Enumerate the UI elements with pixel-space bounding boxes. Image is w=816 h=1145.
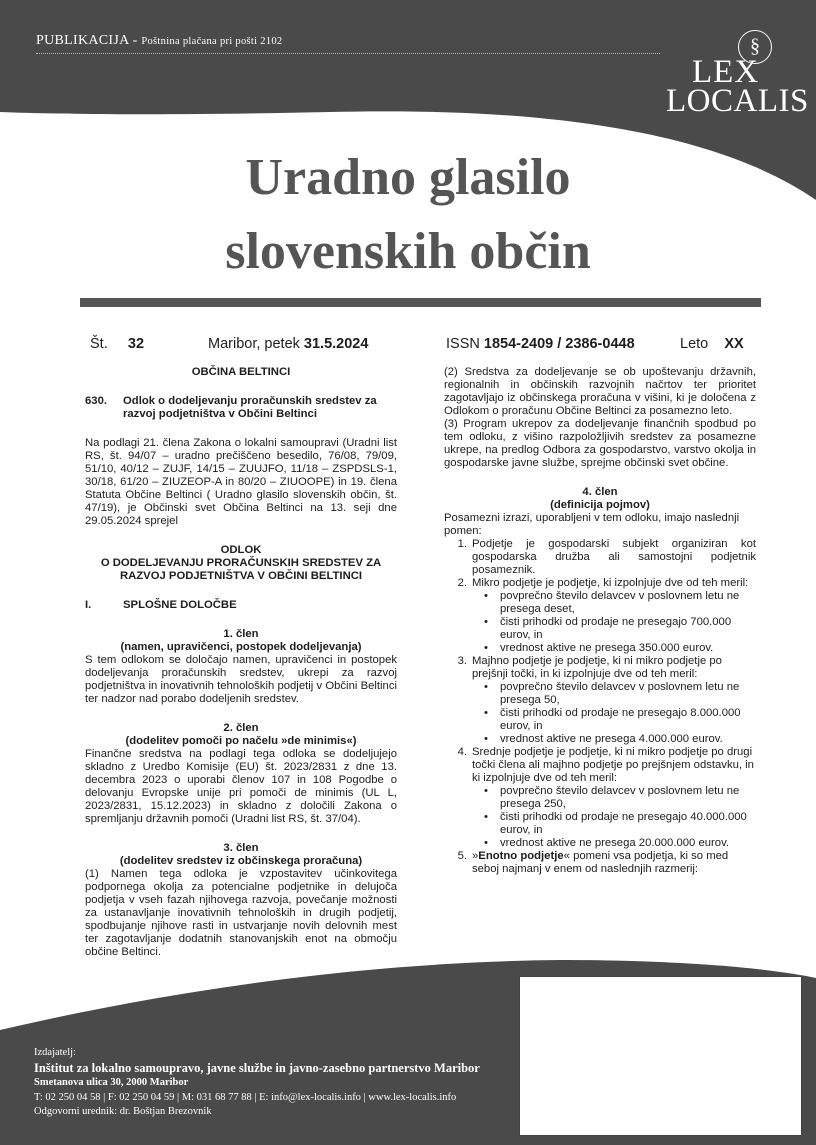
issn: ISSN 1854-2409 / 2386-0448 xyxy=(446,336,635,352)
left-column xyxy=(85,366,397,959)
list-item: 3. Majhno podjetje je podjetje, ki ni mikro podjetje po prejšnji točki, in ki izpolnjuje dve od teh meril: • povprečno število delavcev v poslovnem letu ne presega 50, • čisti prihodki od prodaje ne presegajo 8.000.000 eurov, in • vrednost aktive ne presega 4.000.000 eurov. xyxy=(444,655,756,746)
article-3-paragraph-3: (3) Program ukrepov za dodeljevanje finančnih spodbud po tem odloku, z višino razpoložljivih sredstev za posamezne ukrepe, na predlog Odbora za gospodarstvo, varstvo okolja in gospodarske javne službe, sprejme občinski svet občine. xyxy=(444,418,756,469)
right-column xyxy=(444,366,756,876)
postage-note: Poštnina plačana pri pošti 2102 xyxy=(141,36,283,47)
page-title-line-1: Uradno glasilo xyxy=(245,149,571,206)
volume-year: Leto XX xyxy=(680,336,744,352)
section-sign-icon: § xyxy=(738,30,772,64)
bullet-item: • povprečno število delavcev v poslovnem letu ne presega 250, xyxy=(484,785,740,810)
dotted-divider xyxy=(36,53,660,54)
publication-line: PUBLIKACIJA - Poštnina plačana pri pošti 2102 xyxy=(36,33,283,48)
definitions-list xyxy=(444,538,756,876)
list-item: 5. »Enotno podjetje« pomeni vsa podjetja, ki so med seboj najmanj v enem od naslednjih razmerij: xyxy=(457,850,729,875)
lex-localis-logo xyxy=(664,30,809,120)
preamble: Na podlagi 21. člena Zakona o lokalni samoupravi (Uradni list RS, št. 94/07 – uradno prečiščeno besedilo, 76/08, 79/09, 51/10, 40/12 – ZUJF, 14/15 – ZUUJFO, 11/18 – ZSPDSLS-1, 30/18, 61/20 – ZIUZEOP-A in 80/20 – ZIUOOPE) in 19. člena Statuta Občine Beltinci ( Uradno glasilo slovenskih občin, št. 47/19), je Občinski svet Občina Beltinci na 13. seji dne 29.05.2024 sprejel xyxy=(85,437,397,527)
article-1-subtitle: (namen, upravičenci, postopek dodeljevanja) xyxy=(120,641,362,653)
editor-in-chief: Odgovorni urednik: dr. Boštjan Brezovnik xyxy=(34,1106,212,1117)
title-rule xyxy=(80,298,761,307)
chapter-title: SPLOŠNE DOLOČBE xyxy=(123,599,237,611)
list-item: 4. Srednje podjetje je podjetje, ki ni mikro podjetje po drugi točki člena ali majhno podjetje po prejšnjem odstavku, in ki izpolnjuje dve od teh meril: • povprečno število delavcev v poslovnem letu ne presega 250, • čisti prihodki od prodaje ne presegajo 40.000.000 eurov, in • vrednost aktive ne presega 20.000.000 eurov. xyxy=(444,746,756,850)
article-1-title: 1. člen xyxy=(223,628,259,640)
issue-number: Št. 32 xyxy=(90,336,145,352)
chapter-heading: I. SPLOŠNE DOLOČBE xyxy=(85,599,397,612)
article-3-title: 3. člen xyxy=(223,842,259,854)
page-title-line-2: slovenskih občin xyxy=(225,223,591,280)
publisher-label: Izdajatelj: xyxy=(34,1047,76,1058)
logo-text-localis: LOCALIS xyxy=(666,83,809,119)
list-item: 1. Podjetje je gospodarski subjekt organiziran kot gospodarska družba ali samostojni podjetnik posameznik. xyxy=(457,538,756,576)
publisher-address: Smetanova ulica 30, 2000 Maribor xyxy=(34,1077,189,1088)
publication-label: PUBLIKACIJA xyxy=(36,33,129,48)
article-3-subtitle: (dodelitev sredstev iz občinskega proračuna) xyxy=(119,855,363,867)
municipality-heading: OBČINA BELTINCI xyxy=(191,366,291,378)
article-2-subtitle: (dodelitev pomoči po načelu »de minimis«) xyxy=(125,735,357,747)
publisher-name: Inštitut za lokalno samoupravo, javne službe in javno-zasebno partnerstvo Maribor xyxy=(34,1061,480,1075)
article-3-paragraph-2: (2) Sredstva za dodeljevanje se ob upoštevanju državnih, regionalnih in občinskih razvojnih načrtov ter prioritet zagotavljajo iz občinskega proračuna v višini, ki je določena z Odlokom o proračunu Občine Beltinci za posamezno leto. xyxy=(444,366,756,417)
list-item: 2. Mikro podjetje je podjetje, ki izpolnjuje dve od teh meril: • povprečno število delavcev v poslovnem letu ne presega deset, • čisti prihodki od prodaje ne presegajo 700.000 eurov, in • vrednost aktive ne presega 350.000 eurov. xyxy=(444,577,756,655)
article-2-text: Finančne sredstva na podlagi tega odloka se dodeljujejo skladno z Uredbo Komisije (EU) št. 2023/2831 z dne 13. decembra 2023 o uporabi členov 107 in 108 Pogodbe o delovanju Evropske unije pri pomoči de minimis (UL L, 2023/2831, 15.12.2023) in skladno z določili Zakona o spremljanju državnih pomoči (Uradni list RS, št. 37/04). xyxy=(85,748,397,825)
blank-box xyxy=(519,976,802,1136)
act-title: Odlok o dodeljevanju proračunskih sredstev za razvoj podjetništva v Občini Beltinci xyxy=(123,395,377,420)
issue-date: Maribor, petek 31.5.2024 xyxy=(208,336,369,352)
article-1-text: S tem odlokom se določajo namen, upravičenci in postopek dodeljevanja proračunskih sredstev, ukrepi za razvoj podjetništva in inovativnih tehnoloških podjetij v Občini Beltinci ter nadzor nad porabo dodeljenih sredstev. xyxy=(85,654,397,705)
article-3-text: (1) Namen tega odloka je vzpostavitev učinkovitega podpornega okolja za potencialne podjetnike in delujoča podjetja v vseh fazah njihovega razvoja, povečanje možnosti za ustanavljanje inovativnih tehnoloških in drugih podjetij, spodbujanje njihove rasti in ustvarjanje novih delovnih mest ter zagotavljanje dodatnih stanovanjskih enot na območju občine Beltinci. xyxy=(85,868,397,958)
article-4-title: 4. člen xyxy=(582,486,618,498)
bullet-item: • vrednost aktive ne presega 20.000.000 eurov. xyxy=(484,837,730,849)
bullet-item: • čisti prihodki od prodaje ne presegajo 700.000 eurov, in xyxy=(484,616,732,641)
act-heading: 630. Odlok o dodeljevanju proračunskih sredstev za razvoj podjetništva v Občini Beltinci xyxy=(85,395,397,421)
bullet-item: • povprečno število delavcev v poslovnem letu ne presega deset, xyxy=(484,590,740,615)
odlok-title: ODLOK xyxy=(220,544,262,556)
bullet-item: • vrednost aktive ne presega 4.000.000 eurov. xyxy=(484,733,723,745)
bullet-item: • vrednost aktive ne presega 350.000 eurov. xyxy=(484,642,714,654)
article-2-title: 2. člen xyxy=(223,722,259,734)
bullet-item: • čisti prihodki od prodaje ne presegajo 40.000.000 eurov, in xyxy=(484,811,747,836)
odlok-subtitle: O DODELJEVANJU PRORAČUNSKIH SREDSTEV ZA RAZVOJ PODJETNIŠTVA V OBČINI BELTINCI xyxy=(100,557,382,582)
bullet-item: • povprečno število delavcev v poslovnem letu ne presega 50, xyxy=(484,681,740,706)
article-4-intro: Posamezni izrazi, uporabljeni v tem odloku, imajo naslednji pomen: xyxy=(444,512,740,537)
bullet-item: • čisti prihodki od prodaje ne presegajo 8.000.000 eurov, in xyxy=(484,707,741,732)
logo-text-lex: LEX xyxy=(692,54,760,90)
defined-term: Enotno podjetje xyxy=(478,850,564,862)
publisher-contacts: T: 02 250 04 58 | F: 02 250 04 59 | M: 031 68 77 88 | E: info@lex-localis.info | www.lex-localis.info xyxy=(34,1092,457,1103)
article-4-subtitle: (definicija pojmov) xyxy=(550,499,650,511)
